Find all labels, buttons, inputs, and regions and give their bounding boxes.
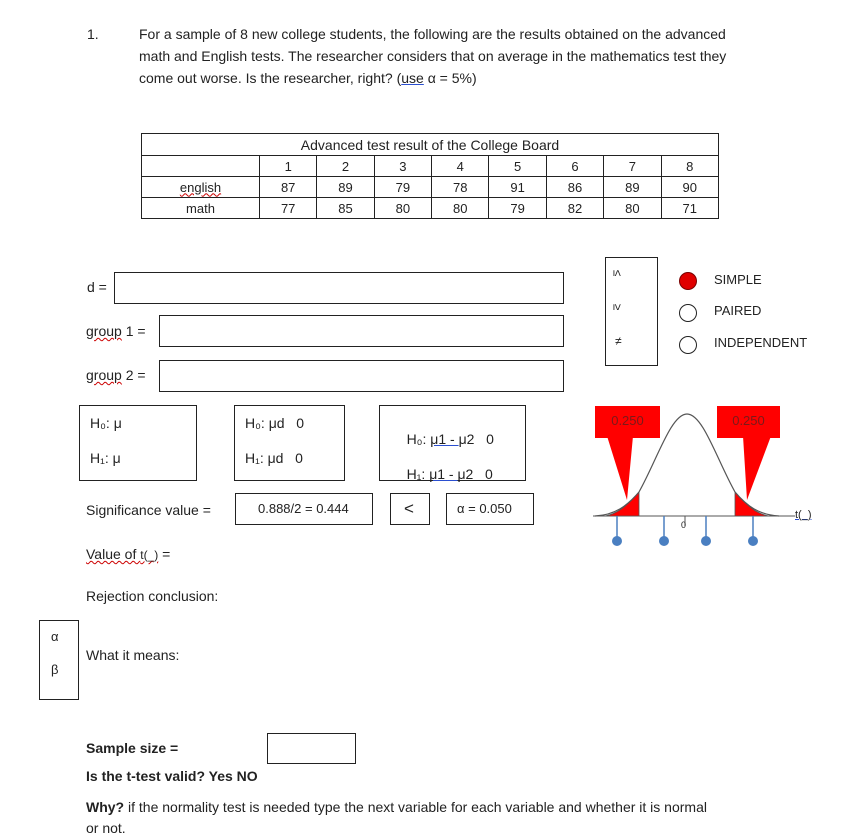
significance-value-box[interactable] [235, 493, 373, 525]
significance-value: 0.888/2 = 0.444 [258, 501, 349, 516]
h0-mu1: μ1 - [430, 431, 459, 447]
results-table [141, 133, 719, 219]
handle-knob[interactable] [659, 536, 669, 546]
handle-knob[interactable] [701, 536, 711, 546]
t-value-label-t: t(_) [140, 548, 159, 562]
h1-independent-pre: H₁: [406, 466, 430, 482]
table-cell: 71 [661, 198, 718, 219]
table-col-header: 6 [546, 156, 603, 177]
table-row-english [142, 177, 719, 198]
question-line-3-post: α = 5%) [423, 70, 477, 86]
alpha-error-symbol: α [51, 629, 59, 644]
table-cell: 86 [546, 177, 603, 198]
question-line-2: math and English tests. The researcher considers that on average in the mathematics test they [139, 48, 727, 64]
sample-size-label: Sample size = [86, 740, 179, 756]
table-col-header: 7 [604, 156, 661, 177]
alpha-box[interactable] [446, 493, 534, 525]
table-cell: 85 [317, 198, 374, 219]
t-axis-label: t(_) [795, 509, 812, 521]
right-tail-area [735, 492, 769, 516]
table-cell: 80 [432, 198, 489, 219]
table-cell: 80 [604, 198, 661, 219]
group1-word: group [86, 323, 122, 339]
h1-independent-post: μ2 0 [457, 466, 493, 482]
table-cell: 91 [489, 177, 546, 198]
why-line-2: or not. [86, 820, 126, 836]
group2-label [86, 367, 146, 383]
ttest-valid-question: Is the t-test valid? Yes NO [86, 768, 258, 784]
table-col-header: 3 [374, 156, 431, 177]
handle-knob[interactable] [748, 536, 758, 546]
table-row-math [142, 198, 719, 219]
option-simple-label: SIMPLE [714, 272, 762, 287]
radio-paired[interactable] [679, 304, 697, 322]
h0-independent-pre: H₀: [406, 431, 431, 447]
d-input[interactable] [114, 272, 564, 304]
zero-label: 0 [681, 520, 687, 530]
rejection-label: Rejection conclusion: [86, 588, 219, 604]
right-callout-pointer [743, 436, 771, 500]
table-col-header: 8 [661, 156, 718, 177]
h1-mu1: μ1 - [429, 466, 458, 482]
row-label-math: math [142, 198, 260, 219]
group1-input[interactable] [159, 315, 564, 347]
group2-input[interactable] [159, 360, 564, 392]
why-line [86, 799, 707, 815]
radio-simple[interactable] [679, 272, 697, 290]
question-line-3-pre: come out worse. Is the researcher, right? ( [139, 70, 402, 86]
significance-label: Significance value = [86, 502, 211, 518]
table-col-header: 4 [432, 156, 489, 177]
group2-word: group [86, 367, 122, 383]
meaning-label: What it means: [86, 647, 180, 663]
less-equal-symbol[interactable]: ≤ [610, 269, 625, 277]
radio-independent[interactable] [679, 336, 697, 354]
h0-independent-post: μ2 0 [458, 431, 494, 447]
beta-error-symbol: β [51, 662, 59, 677]
hypothesis-box-simple[interactable] [79, 405, 197, 481]
h1-paired: H₁: μd 0 [245, 450, 303, 466]
group1-label [86, 323, 146, 339]
t-value-label-post: = [158, 546, 171, 562]
option-paired-label: PAIRED [714, 303, 762, 318]
t-value-label-pre: Value of [86, 546, 141, 562]
hypothesis-box-paired[interactable] [234, 405, 345, 481]
table-cell: 90 [661, 177, 718, 198]
table-col-header: 5 [489, 156, 546, 177]
comparison-selector[interactable] [605, 257, 658, 366]
d-label: d = [87, 279, 107, 295]
table-cell: 89 [604, 177, 661, 198]
question-line-1: For a sample of 8 new college students, the following are the results obtained on the advanced [139, 26, 726, 42]
question-use-word: use [401, 70, 424, 86]
error-types-box[interactable] [39, 620, 79, 700]
question-number: 1. [87, 26, 99, 42]
option-independent-label: INDEPENDENT [714, 335, 808, 350]
left-area-label: 0.250 [595, 406, 660, 438]
h0-paired: H₀: μd 0 [245, 415, 305, 431]
table-corner [142, 156, 260, 177]
table-cell: 79 [489, 198, 546, 219]
t-value-label [86, 546, 170, 562]
table-cell: 87 [260, 177, 317, 198]
left-callout-pointer [607, 436, 633, 500]
h0-simple: H₀: μ [90, 415, 122, 431]
table-cell: 80 [374, 198, 431, 219]
table-cell: 79 [374, 177, 431, 198]
question-line-3 [139, 70, 477, 86]
greater-equal-symbol[interactable]: ≥ [610, 303, 625, 311]
group1-rest: 1 = [121, 323, 146, 339]
handle-knob[interactable] [612, 536, 622, 546]
group2-rest: 2 = [121, 367, 146, 383]
right-area-label: 0.250 [717, 406, 780, 438]
table-cell: 89 [317, 177, 374, 198]
h1-simple: H₁: μ [90, 450, 121, 466]
why-bold: Why? [86, 799, 125, 815]
alpha-value: α = 0.050 [457, 501, 512, 516]
table-cell: 82 [546, 198, 603, 219]
table-title: Advanced test result of the College Board [142, 134, 719, 156]
left-tail-area [605, 492, 639, 516]
table-col-header: 2 [317, 156, 374, 177]
english-label: english [179, 179, 222, 195]
why-text: if the normality test is needed type the next variable for each variable and whether it is normal [124, 799, 707, 815]
comparator-symbol: < [404, 499, 414, 518]
comparator-box[interactable] [390, 493, 430, 525]
table-header-row [142, 156, 719, 177]
table-col-header: 1 [260, 156, 317, 177]
table-cell: 77 [260, 198, 317, 219]
row-label-english [142, 177, 260, 198]
sample-size-input[interactable] [267, 733, 356, 764]
hypothesis-box-independent[interactable] [379, 405, 526, 481]
h1-independent [391, 450, 493, 498]
not-equal-symbol[interactable]: ≠ [615, 334, 622, 348]
table-cell: 78 [432, 177, 489, 198]
